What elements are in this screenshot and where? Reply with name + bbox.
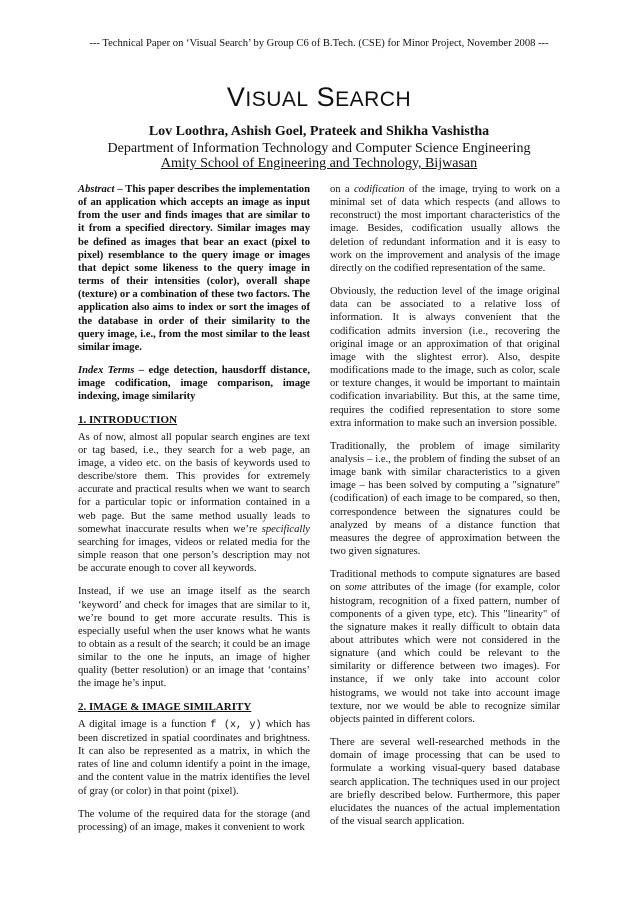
intro-p1-text-b: searching for images, videos or related media for the simple reason that one person’s description may not be accurate enough to cover all keywords.: [78, 536, 310, 575]
abstract-text: – This paper describes the implementation of an application which accepts an image as input from the user and finds images that are similar to it from a specified directory. Similar images may be defined as images that bear an exact (pixel to pixel) resemblance to the query image or images that depict some likeness to the query image in terms of their intensities (color), overall shape (texture) or a combination of these two factors. The application also aims to index or sort the images of the database in order of their similarity to the query image, i.e., from the most similar to the least similar image.: [78, 184, 310, 353]
right-paragraph-4: [330, 568, 560, 726]
section-heading-introduction: 1. INTRODUCTION: [78, 413, 178, 426]
paper-title: [0, 82, 638, 113]
image-paragraph-1: [78, 718, 310, 798]
right-paragraph-5: There are several well-researched methods in the domain of image processing that can be used to formulate a working visual-query based database search application. The techniques used in our project are briefly described below. Furthermore, this paper elucidates the nuances of the actual implementation of the visual search application.: [330, 737, 560, 828]
image-p1-text-a: A digital image is a function: [78, 718, 211, 730]
running-header: --- Technical Paper on ‘Visual Search’ by Group C6 of B.Tech. (CSE) for Minor Project, November 2008 ---: [89, 38, 549, 49]
intro-p1-text-a: As of now, almost all popular search engines are text or tag based, i.e., they search for a web page, an image, a video etc. on the basis of keywords used to describe/store them. This provides for extremely accurate and practical results when we want to search for a particular topic or information contained in a web page. But the same method usually leads to somewhat inaccurate results when we’re: [78, 431, 310, 535]
right-paragraph-1: [330, 183, 560, 275]
right-p4-text-b: attributes of the image (for example, color histogram, recognition of a fixed pattern, number of components of a given type, etc). This "linearity" of the signature makes it really difficult to obtain data about attributes which were not considered in the signature (and which could be relevant to the similarity or difference between two images). For instance, if we only take into account color histograms, we would not take into account image texture, nor we would be able to recognize similar objects painted in different colors.: [330, 582, 560, 725]
title-initial-1: V: [226, 82, 246, 112]
right-column: [330, 183, 560, 838]
right-p1-text-a: on a: [330, 184, 354, 195]
intro-paragraph-1: [78, 431, 310, 576]
right-p1-emphasis: codification: [353, 184, 405, 195]
index-terms-lead: Index Terms: [78, 365, 135, 377]
affiliation-department: Department of Information Technology and Computer Science Engineering: [107, 141, 531, 156]
intro-paragraph-2: Instead, if we use an image itself as the search ‘keyword’ and check for images that are similar to it, we’re bound to get more accurate results. This is especially useful when the user knows what he wants to obtain as a result of the search; it could be an image similar to the one he inputs, an image of higher quality (better resolution) or an image that ‘contains’ the image he’s input.: [78, 586, 310, 690]
title-rest-1: ISUAL: [245, 88, 309, 111]
image-p1-text-b: which has been discretized in spatial coordinates and brightness. It can also be represented as a matrix, in which the rates of line and column identify a point in the image, and the content value in the matrix identifies the level of gray (or color) in that point (pixel).: [78, 718, 311, 797]
right-paragraph-2: Obviously, the reduction level of the image original data can be associated to a relative loss of information. It is always convenient that the codification admits inversion (i.e., recovering the original image or an approximation of that original image with the slightest error). Also, despite modifications made to the image, such as color, scale or texture changes, it would be important to maintain codification invariability. But this, at the same time, requires the codified representation to store some extra information to make such an inversion possible.: [330, 286, 560, 429]
authors: Lov Loothra, Ashish Goel, Prateek and Shikha Vashistha: [148, 124, 490, 139]
title-initial-2: S: [316, 82, 336, 112]
right-p4-text-a: Traditional methods to compute signatures are based on: [330, 569, 560, 594]
image-p1-code: f (x, y): [210, 719, 262, 731]
affiliation-school: Amity School of Engineering and Technology, Bijwasan: [160, 156, 478, 171]
right-paragraph-3: Traditionally, the problem of image similarity analysis – i.e., the problem of finding the subset of an image bank with similar characteristics to a given image – has been solved by computing a "signature" (codification) of each image to be compared, so then, correspondence between the signatures could be analyzed by means of a distance function that measures the degree of approximation between the two given signatures.: [330, 440, 560, 558]
section-heading-image-similarity: 2. IMAGE & IMAGE SIMILARITY: [78, 700, 252, 713]
right-p1-text-b: of the image, trying to work on a minimal set of data which respects (and allows to reconstruct) the most important characteristics of the image. Besides, codification usually allows the deletion of redundant information and it is easy to work on the improvement and analysis of the image directly on the codified representation of the same.: [330, 184, 560, 274]
title-rest-2: EARCH: [335, 88, 412, 111]
left-column: [78, 183, 310, 844]
abstract-lead: Abstract: [78, 184, 115, 195]
intro-p1-emphasis: specifically: [261, 523, 310, 535]
image-paragraph-2: The volume of the required data for the storage (and processing) of an image, makes it convenient to work: [78, 808, 310, 833]
index-terms: [78, 364, 310, 403]
right-p4-emphasis: some: [344, 582, 367, 594]
abstract: [78, 183, 310, 354]
index-terms-text: – edge detection, hausdorff distance, image codification, image comparison, image indexing, image similarity: [78, 365, 310, 403]
